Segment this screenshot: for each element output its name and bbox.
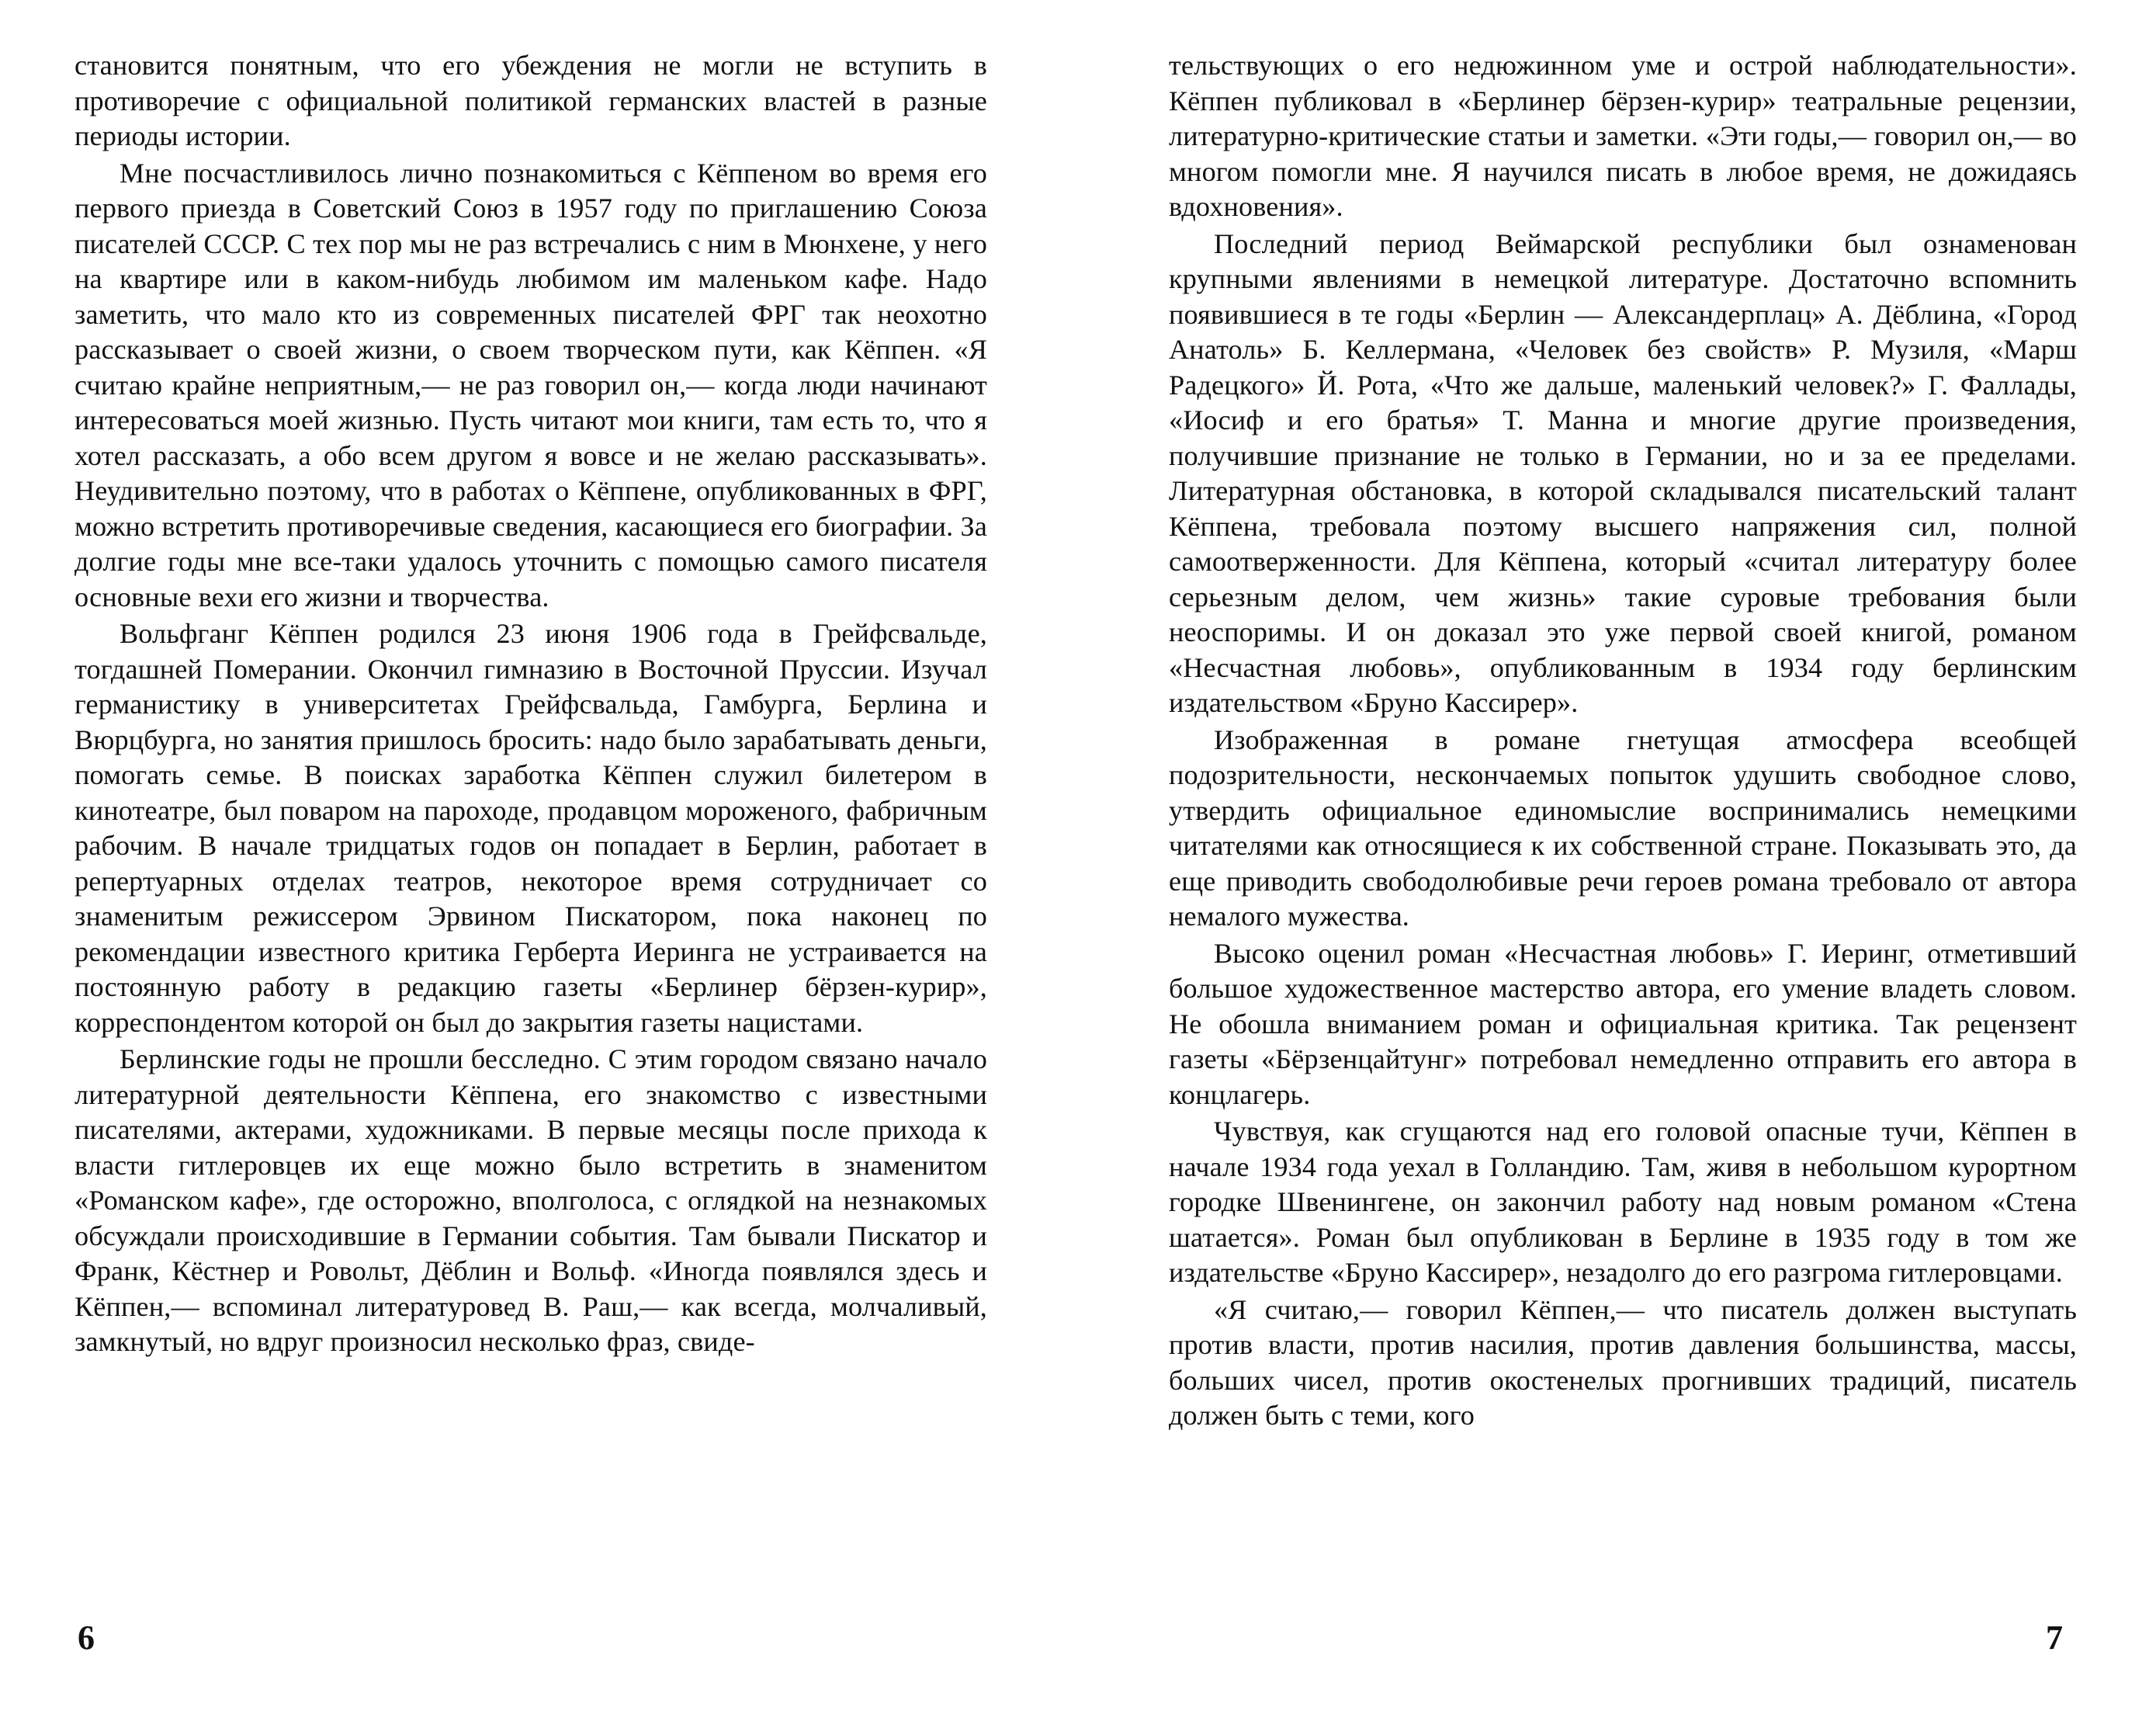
left-page: [75, 48, 987, 1360]
right-paragraph-4: Высоко оценил роман «Несчастная любовь» Г. Иеринг, отметивший большое художественное мастерство автора, его умение владеть словом. Не обошла вниманием роман и официальная критика. Так рецензент газеты «Бёрзенцайтунг» потребовал немедленно отправить его автора в концлагерь.: [1169, 937, 2077, 1110]
right-paragraph-6: «Я считаю,— говорил Кёппен,— что писатель должен выступать против власти, против насилия, против давления большинства, массы, больших чисел, против окостенелых прогнивших традиций, писатель должен быть с теми, кого: [1169, 1293, 2077, 1431]
left-paragraph-4: Берлинские годы не прошли бесследно. С этим городом связано начало литературной деятельности Кёппена, его знакомство с известными писателями, актерами, художниками. В первые месяцы после прихода к власти гитлеровцев их еще можно было встретить в знаменитом «Романском кафе», где осторожно, вполголоса, с оглядкой на незнакомых обсуждали происходившие в Германии события. Там бывали Пискатор и Франк, Кёстнер и Ровольт, Дёблин и Вольф. «Иногда появлялся здесь и Кёппен,— вспоминал литературовед В. Раш,— как всегда, молчаливый, замкнутый, но вдруг произносил несколько фраз, свиде-: [75, 1043, 987, 1357]
left-paragraph-3: Вольфганг Кёппен родился 23 июня 1906 года в Грейфсвальде, тогдашней Померании. Окончил гимназию в Восточной Пруссии. Изучал германистику в университетах Грейфсвальда, Гамбурга, Берлина и Вюрцбурга, но занятия пришлось бросить: надо было зарабатывать деньги, помогать семье. В поисках заработка Кёппен служил билетером в кинотеатре, был поваром на пароходе, продавцом мороженого, фабричным рабочим. В начале тридцатых годов он попадает в Берлин, работает в репертуарных отделах театров, некоторое время сотрудничает со знаменитым режиссером Эрвином Пискатором, пока наконец по рекомендации известного критика Герберта Иеринга не устраивается на постоянную работу в редакцию газеты «Берлинер бёрзен-курир», корреспондентом которой он был до закрытия газеты нацистами.: [75, 618, 987, 1038]
right-paragraph-3: Изображенная в романе гнетущая атмосфера всеобщей подозрительности, нескончаемых попыток удушить свободное слово, утвердить официальное единомыслие воспринимались немецкими читателями как относящиеся к их собственной стране. Показывать это, да еще приводить свободолюбивые речи героев романа требовало от автора немалого мужества.: [1169, 724, 2077, 932]
right-page: [1169, 48, 2077, 1434]
right-paragraph-2: Последний период Веймарской республики был ознаменован крупными явлениями в немецкой литературе. Достаточно вспомнить появившиеся в те годы «Берлин — Александерплац» А. Дёблина, «Город Анатоль» Б. Келлермана, «Человек без свойств» Р. Музиля, «Марш Радецкого» Й. Рота, «Что же дальше, маленький человек?» Г. Фаллады, «Иосиф и его братья» Т. Манна и многие другие произведения, получившие признание не только в Германии, но и за ее пределами. Литературная обстановка, в которой складывался писательский талант Кёппена, требовала поэтому высшего напряжения сил, полной самоотверженности. Для Кёппена, который «считал литературу более серьезным делом, чем жизнь» такие суровые требования были неоспоримы. И он доказал это уже первой своей книгой, романом «Несчастная любовь», опубликованным в 1934 году берлинским издательством «Бруно Кассирер».: [1169, 227, 2077, 718]
left-paragraph-2: Мне посчастливилось лично познакомиться с Кёппеном во время его первого приезда в Советский Союз в 1957 году по приглашению Союза писателей СССР. С тех пор мы не раз встречались с ним в Мюнхене, у него на квартире или в каком-нибудь любимом им маленьком кафе. Надо заметить, что мало кто из современных писателей ФРГ так неохотно рассказывает о своей жизни, о своем творческом пути, как Кёппен. «Я считаю крайне неприятным,— не раз говорил он,— когда люди начинают интересоваться моей жизнью. Пусть читают мои книги, там есть то, что я хотел рассказать, а обо всем другом я вовсе и не желаю рассказывать». Неудивительно поэтому, что в работах о Кёппене, опубликованных в ФРГ, можно встретить противоречивые сведения, касающиеся его биографии. За долгие годы мне все-таки удалось уточнить с помощью самого писателя основные вехи его жизни и творчества.: [75, 157, 987, 613]
right-paragraph-1: тельствующих о его недюжинном уме и острой наблюдательности». Кёппен публиковал в «Берлинер бёрзен-курир» театральные рецензии, литературно-критические статьи и заметки. «Эти годы,— говорил он,— во многом помогли мне. Я научился писать в любое время, не дожидаясь вдохновения».: [1169, 50, 2077, 222]
page-number-right: 7: [2046, 1619, 2063, 1657]
right-paragraph-5: Чувствуя, как сгущаются над его головой опасные тучи, Кёппен в начале 1934 года уехал в Голландию. Там, живя в небольшом курортном городке Швенингене, он закончил работу над новым романом «Стена шатается». Роман был опубликован в Берлине в 1935 году в том же издательстве «Бруно Кассирер», незадолго до его разгрома гитлеровцами.: [1169, 1116, 2077, 1288]
page-number-left: 6: [78, 1619, 95, 1657]
left-paragraph-1: становится понятным, что его убеждения не могли не вступить в противоречие с официальной политикой германских властей в разные периоды истории.: [75, 50, 987, 151]
